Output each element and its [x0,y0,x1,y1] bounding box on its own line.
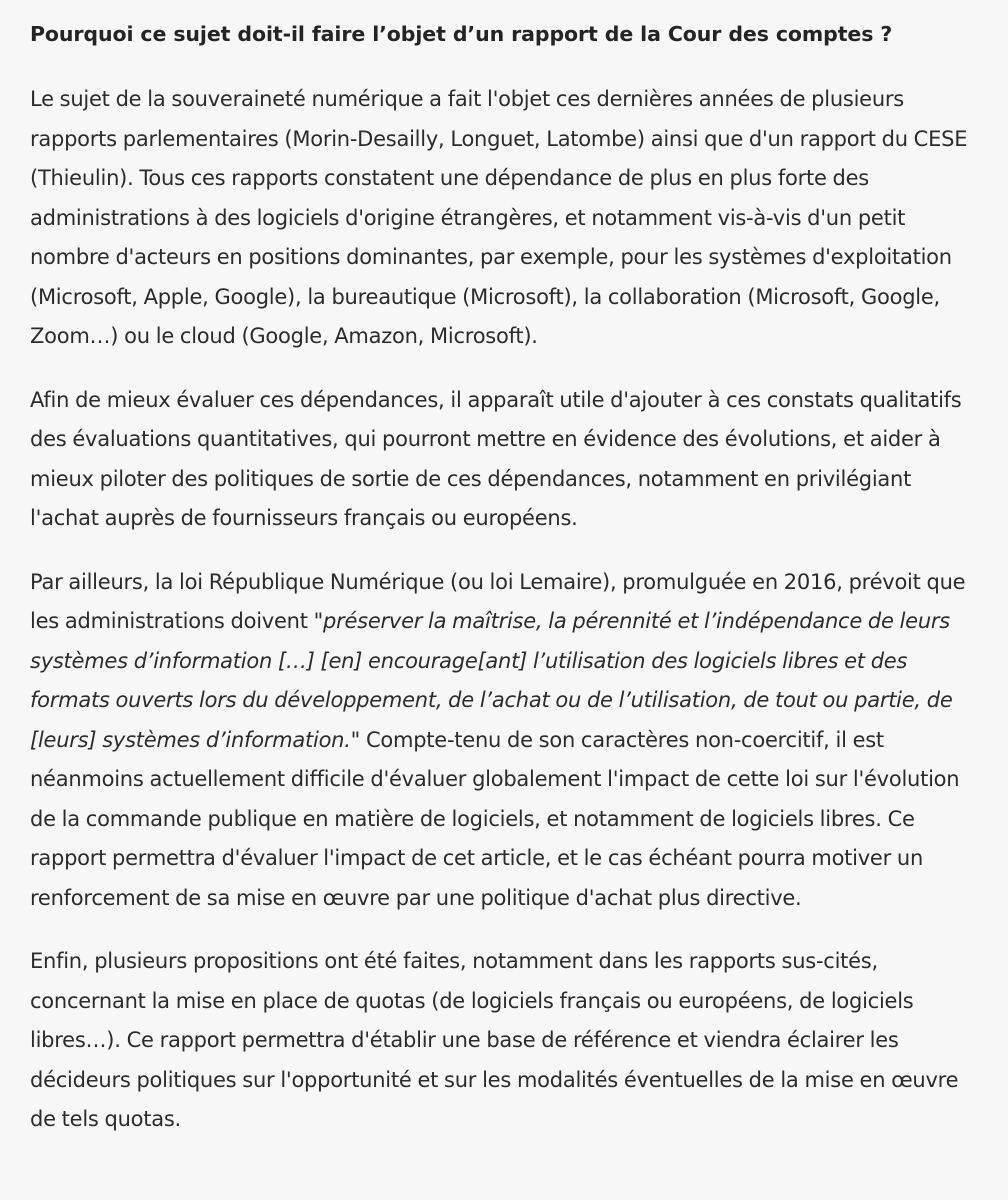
paragraph-evaluation: Afin de mieux évaluer ces dépendances, il apparaît utile d'ajouter à ces constats qualitatifs des évaluations quantitatives, qui pourront mettre en évidence des évolutions, et aider à mieux piloter des politiques de sortie de ces dépendances, notamment en privilégiant l'achat auprès de fournisseurs français ou européens. [30,387,962,530]
law-quote: préserver la maîtrise, la pérennité et l’indépendance de leurs systèmes d’information […] [en] encourage[ant] l’utilisation des logiciels libres et des formats ouverts lors du développement, de l’achat ou de l’utilisation, de tout ou partie, de [leurs] systèmes d’information. [30,609,953,752]
paragraph-law [30,563,978,919]
paragraph-quotas: Enfin, plusieurs propositions ont été faites, notamment dans les rapports sus-cités, concernant la mise en place de quotas (de logiciels français ou européens, de logiciels libres…). Ce rapport permettra d'établir une base de référence et viendra éclairer les décideurs politiques sur l'opportunité et sur les modalités éventuelles de la mise en œuvre de tels quotas. [30,949,959,1131]
law-text-after: " Compte-tenu de son caractères non-coercitif, il est néanmoins actuellement difficile d'évaluer globalement l'impact de cette loi sur l'évolution de la commande publique en matière de logiciels, et notamment de logiciels libres. Ce rapport permettra d'évaluer l'impact de cet article, et le cas échéant pourra motiver un renforcement de sa mise en œuvre par une politique d'achat plus directive. [30,727,960,910]
article-body [30,14,978,1164]
section-heading: Pourquoi ce sujet doit-il faire l’objet d’un rapport de la Cour des comptes ? [30,22,893,46]
law-text-before: Par ailleurs, la loi République Numérique (ou loi Lemaire), promulguée en 2016, prévoit que les administrations doivent " [30,569,966,633]
paragraph-context: Le sujet de la souveraineté numérique a fait l'objet ces dernières années de plusieurs rapports parlementaires (Morin-Desailly, Longuet, Latombe) ainsi que d'un rapport du CESE (Thieulin). Tous ces rapports constatent une dépendance de plus en plus forte des administrations à des logiciels d'origine étrangères, et notamment vis-à-vis d'un petit nombre d'acteurs en positions dominantes, par exemple, pour les systèmes d'exploitation (Microsoft, Apple, Google), la bureautique (Microsoft), la collaboration (Microsoft, Google, Zoom…) ou le cloud (Google, Amazon, Microsoft). [30,87,968,348]
